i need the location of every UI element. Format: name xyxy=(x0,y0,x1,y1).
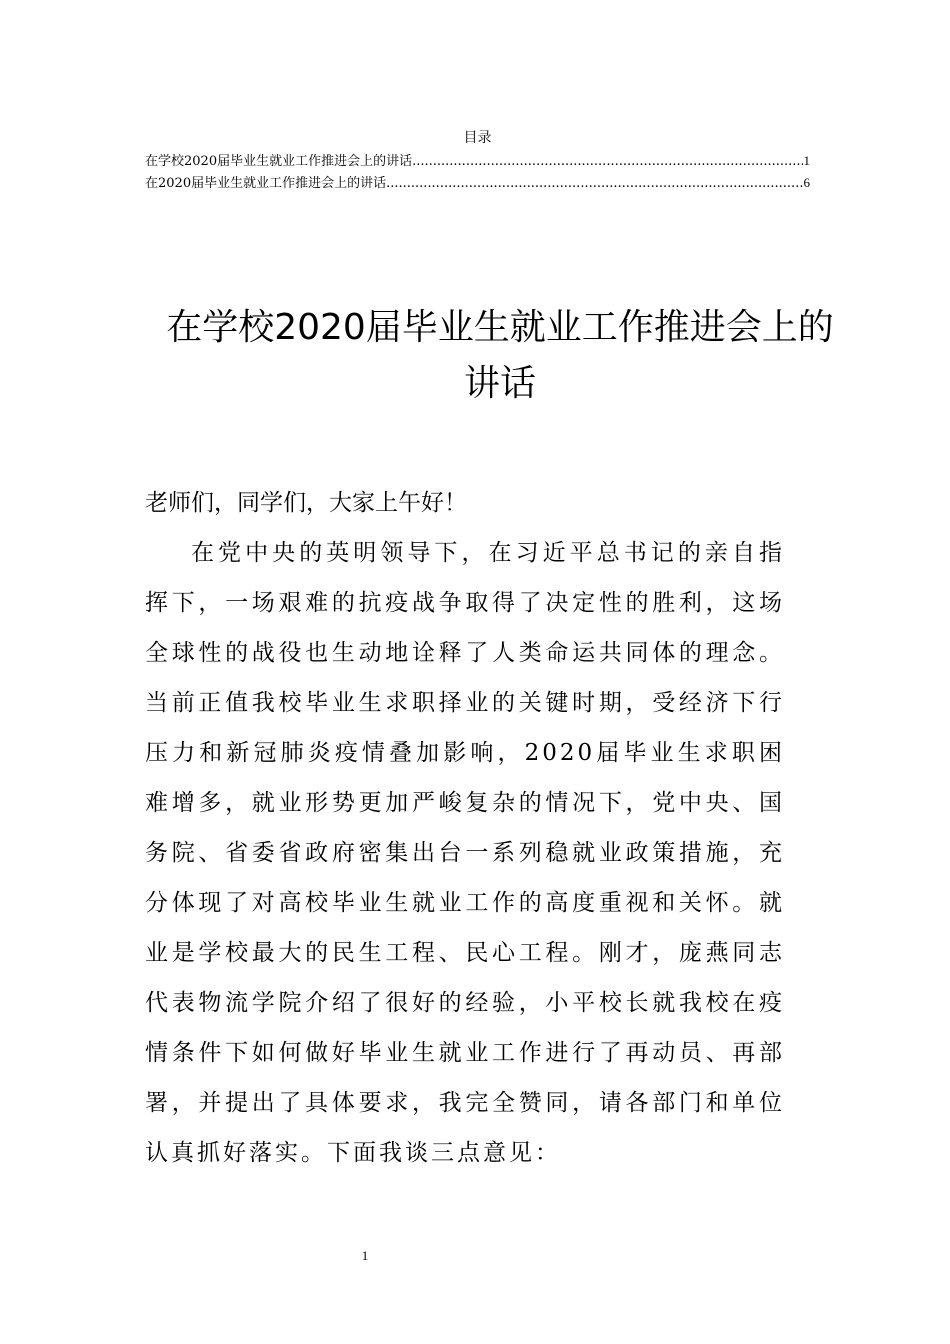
toc-leader-dots xyxy=(386,173,802,195)
toc-entry[interactable] xyxy=(145,150,810,172)
page-number: 1 xyxy=(361,1248,369,1263)
toc-leader-dots xyxy=(412,151,802,173)
body-paragraph: 在党中央的英明领导下，在习近平总书记的亲自指挥下，一场艰难的抗疫战争取得了决定性的胜利，这场全球性的战役也生动地诠释了人类命运共同体的理念。当前正值我校毕业生求职择业的关键时期，受经济下行压力和新冠肺炎疫情叠加影响，2020届毕业生求职困难增多，就业形势更加严峻复杂的情况下，党中央、国务院、省委省政府密集出台一系列稳就业政策措施，充分体现了对高校毕业生就业工作的高度重视和关怀。就业是学校最大的民生工程、民心工程。刚才，庞燕同志代表物流学院介绍了很好的经验，小平校长就我校在疫情条件下如何做好毕业生就业工作进行了再动员、再部署，并提出了具体要求，我完全赞同，请各部门和单位认真抓好落实。下面我谈三点意见： xyxy=(145,540,785,1166)
toc-title: 目录 xyxy=(463,130,492,146)
toc-entry-text[interactable]: 在2020届毕业生就业工作推进会上的讲话 xyxy=(145,176,387,191)
toc-entry-page: 1 xyxy=(803,153,810,168)
toc-entry[interactable] xyxy=(145,172,810,194)
toc-entry-page: 6 xyxy=(803,175,810,190)
greeting: 老师们，同学们，大家上午好！ xyxy=(145,490,467,516)
toc-entry-text[interactable]: 在学校2020届毕业生就业工作推进会上的讲话 xyxy=(145,154,413,169)
table-of-contents xyxy=(145,128,810,194)
document-title: 在学校2020届毕业生就业工作推进会上的讲话 xyxy=(166,307,834,404)
